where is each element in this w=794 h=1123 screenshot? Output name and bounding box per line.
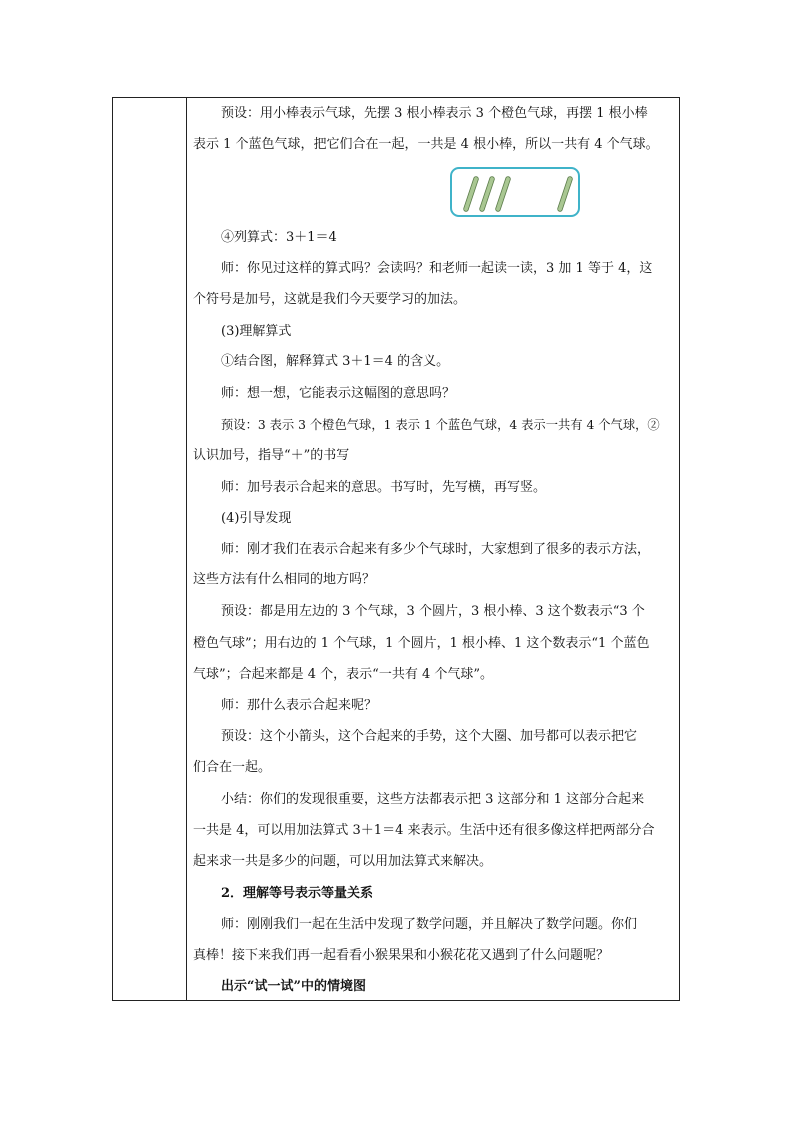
- text-line: 个符号是加号，这就是我们今天要学习的加法。: [193, 292, 467, 307]
- lesson-table: [112, 97, 680, 1001]
- text-line: 师：加号表示合起来的意思。书写时，先写横，再写竖。: [221, 480, 547, 495]
- text-line: 师：刚才我们在表示合起来有多少个气球时，大家想到了很多的表示方法，: [221, 542, 651, 557]
- stick-icon: [560, 179, 570, 209]
- text-line: (3)理解算式: [221, 324, 292, 339]
- figure-caption: 出示“试一试”中的情境图: [221, 979, 366, 994]
- text-line: 橙色气球”；用右边的 1 个气球，1 个圆片，1 根小棒、1 这个数表示“1 个蓝色: [193, 636, 650, 651]
- text-line: 们合在一起。: [193, 760, 272, 775]
- text-line: 这些方法有什么相同的地方吗？: [193, 572, 376, 587]
- sticks-figure: [450, 167, 580, 217]
- left-column-cell: [113, 98, 187, 1000]
- text-line: 预设：用小棒表示气球，先摆 3 根小棒表示 3 个橙色气球，再摆 1 根小棒: [221, 106, 648, 121]
- text-line: 认识加号，指导“＋”的书写: [193, 448, 350, 463]
- text-line: 表示 1 个蓝色气球，把它们合在一起，一共是 4 根小棒，所以一共有 4 个气球。: [193, 137, 659, 152]
- text-line: 师：你见过这样的算式吗？会读吗？和老师一起读一读，3 加 1 等于 4，这: [221, 261, 653, 276]
- stick-icon: [482, 179, 492, 209]
- text-line: 师：想一想，它能表示这幅图的意思吗？: [221, 386, 456, 401]
- text-line: 师：那什么表示合起来呢？: [221, 698, 378, 713]
- text-line: 起来求一共是多少的问题，可以用加法算式来解决。: [193, 854, 493, 869]
- stick-icon: [498, 179, 508, 209]
- text-line: 预设：都是用左边的 3 个气球，3 个圆片，3 根小棒、3 这个数表示“3 个: [221, 604, 645, 619]
- text-line: 一共是 4，可以用加法算式 3＋1＝4 来表示。生活中还有很多像这样把两部分合: [193, 823, 655, 838]
- text-line: 师：刚刚我们一起在生活中发现了数学问题，并且解决了数学问题。你们: [221, 917, 638, 932]
- text-line: 气球”；合起来都是 4 个，表示“一共有 4 个气球”。: [193, 667, 494, 682]
- section-heading: 2．理解等号表示等量关系: [221, 886, 374, 901]
- text-line: 小结：你们的发现很重要，这些方法都表示把 3 这部分和 1 这部分合起来: [221, 792, 645, 807]
- text-line: ①结合图，解释算式 3＋1＝4 的含义。: [221, 354, 450, 369]
- text-line: (4)引导发现: [221, 511, 292, 526]
- text-line: 预设：这个小箭头，这个合起来的手势，这个大圈、加号都可以表示把它: [221, 729, 638, 744]
- text-line: 预设：3 表示 3 个橙色气球，1 表示 1 个蓝色气球，4 表示一共有 4 个气球，②: [221, 418, 660, 432]
- text-line: ④列算式：3＋1＝4: [221, 230, 337, 245]
- stick-icon: [466, 179, 476, 209]
- text-line: 真棒！接下来我们再一起看看小猴果果和小猴花花又遇到了什么问题呢？: [193, 948, 610, 963]
